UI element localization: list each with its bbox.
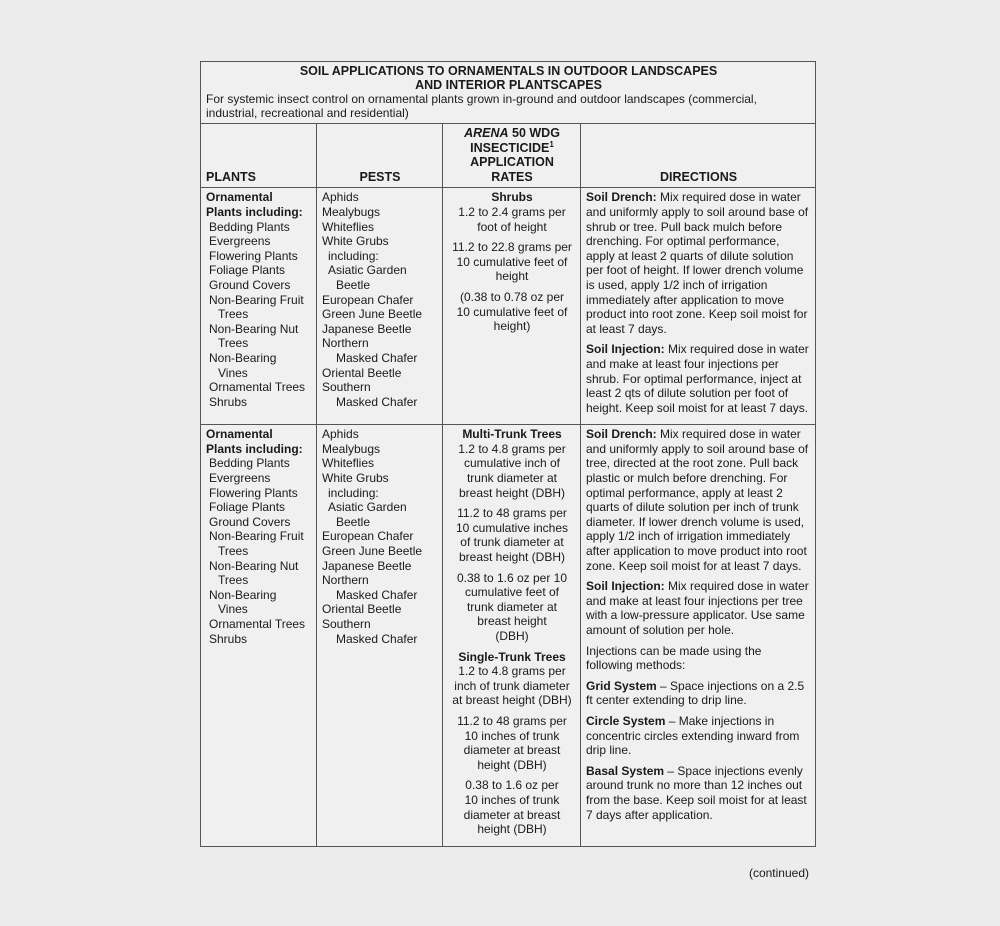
plant-item: Plants including: — [206, 204, 303, 219]
plant-item: Trees — [218, 307, 249, 322]
application-table — [200, 61, 816, 847]
plant-item: Shrubs — [209, 631, 248, 646]
rate-line: at breast height (DBH) — [452, 693, 572, 708]
table-row — [201, 425, 816, 846]
header-rates-line2 — [448, 141, 576, 156]
plant-item: Evergreens — [209, 234, 271, 249]
rate-block — [448, 664, 576, 708]
direction-paragraph — [586, 342, 811, 415]
rate-line: 10 inches of trunk — [464, 792, 560, 807]
pest-item: European Chafer — [322, 529, 414, 544]
rates-cell — [443, 425, 581, 846]
rate-line: breast height (DBH) — [458, 485, 566, 500]
plant-item: Trees — [218, 573, 249, 588]
direction-text: Mix required dose in water and uniformly apply to soil around base of shrub or tree. Pull back mulch before drenching. For optimal performance, apply at least 2 quarts of dilute solution per foot of height. If lower drench volume is used, apply 1/2 inch of irrigation immediately after application to move product into root zone. Keep soil moist for at least 7 days. — [586, 190, 809, 336]
header-row — [201, 124, 816, 188]
direction-text: – Space injections evenly around trunk no more than 12 inches out from the base. Keep soil moist for at least 7 days after application. — [586, 763, 807, 822]
directions-cell — [581, 188, 816, 425]
plant-item: Ornamental — [206, 427, 273, 442]
rate-line: 10 cumulative feet of — [456, 304, 568, 319]
pest-item: Mealybugs — [322, 441, 381, 456]
plants-cell — [201, 188, 317, 425]
plant-item: Non-Bearing — [209, 350, 277, 365]
direction-text: – Make injections in concentric circles extending inward from drip line. — [586, 713, 800, 758]
rate-line: trunk diameter at — [466, 599, 558, 614]
rate-line: height) — [493, 319, 531, 334]
plant-item: Vines — [218, 365, 248, 380]
rate-line: diameter at breast — [463, 743, 561, 758]
pest-item: Southern — [322, 617, 371, 631]
direction-text: Mix required dose in water and uniformly apply to soil around base of tree, directed at the root zone. Pull back plastic or mulch before drenching. For optimal performance, apply at least 2 quarts of dilute solution per inch of trunk diameter. If lower drench volume is used, apply 1/2 inch of irrigation immediately after application to move product into root zone. Keep soil moist for at least 7 days. — [586, 427, 809, 573]
rate-line: 1.2 to 4.8 grams per — [458, 441, 566, 456]
rate-line: trunk diameter at — [466, 471, 558, 486]
direction-paragraph — [586, 579, 811, 637]
title-line-2: AND INTERIOR PLANTSCAPES — [415, 78, 602, 92]
pest-item: Whiteflies — [322, 456, 375, 471]
rate-heading: Shrubs — [491, 190, 533, 205]
rate-line: height — [495, 269, 529, 284]
direction-lead: Soil Drench: — [586, 190, 657, 205]
pest-item: Aphids — [322, 190, 359, 205]
pest-item: Asiatic Garden — [328, 500, 407, 515]
plant-item: Trees — [218, 336, 249, 351]
rate-line: cumulative inch of — [463, 456, 561, 471]
plant-item: Non-Bearing — [209, 587, 277, 602]
plant-item: Vines — [218, 602, 248, 617]
plant-item: Non-Bearing Nut — [209, 321, 299, 336]
direction-paragraph — [586, 190, 811, 336]
rate-block — [448, 442, 576, 500]
rate-line: 1.2 to 2.4 grams per — [458, 204, 566, 219]
pest-item: Oriental Beetle — [322, 602, 402, 617]
plant-item: Bedding Plants — [209, 456, 290, 471]
plant-item: Non-Bearing Nut — [209, 558, 299, 573]
pest-item: Masked Chafer — [336, 587, 418, 602]
pest-item: Asiatic Garden — [328, 263, 407, 278]
header-rates-insecticide: INSECTICIDE — [470, 140, 550, 155]
pest-item: including: — [328, 248, 379, 263]
header-plants: PLANTS — [201, 124, 317, 188]
pest-item: Green June Beetle — [322, 307, 423, 322]
pest-item: Beetle — [336, 514, 371, 529]
direction-paragraph — [586, 714, 811, 758]
direction-lead: Soil Injection: — [586, 342, 665, 357]
plant-item: Foliage Plants — [209, 500, 286, 515]
pest-item: White Grubs — [322, 471, 389, 486]
rate-line: (DBH) — [495, 629, 529, 643]
plant-item: Non-Bearing Fruit — [209, 292, 304, 307]
direction-text: – Space injections on a 2.5 ft center extending to drip line. — [586, 678, 805, 708]
direction-lead: Soil Drench: — [586, 427, 657, 442]
plant-item: Ornamental Trees — [209, 617, 306, 631]
title-row — [201, 62, 816, 124]
rate-block — [448, 506, 576, 564]
footnote-marker: 1 — [549, 139, 554, 149]
pest-item: Japanese Beetle — [322, 558, 412, 573]
direction-text: Mix required dose in water and make at least four injections per shrub. For optimal performance, inject at least 2 qts of dilute solution per foot of height. Keep soil moist for at least 7 days. — [586, 342, 809, 415]
rate-line: breast height (DBH) — [458, 550, 566, 565]
rate-line: 10 cumulative feet of — [456, 254, 568, 269]
pest-item: Masked Chafer — [336, 394, 418, 409]
plant-item: Foliage Plants — [209, 263, 286, 278]
pest-item: European Chafer — [322, 292, 414, 307]
header-rates — [443, 124, 581, 188]
plant-item: Ground Covers — [209, 277, 291, 292]
pest-item: Whiteflies — [322, 219, 375, 234]
plant-item: Trees — [218, 544, 249, 559]
plant-item: Flowering Plants — [209, 248, 298, 263]
rate-block — [448, 240, 576, 284]
rate-line: 0.38 to 1.6 oz per — [465, 778, 559, 793]
header-rates-line1 — [448, 126, 576, 141]
rate-line: breast height — [477, 614, 547, 629]
rate-block — [448, 290, 576, 334]
rate-line: 0.38 to 1.6 oz per 10 — [456, 570, 568, 585]
rate-line: diameter at breast — [463, 807, 561, 822]
direction-paragraph — [586, 764, 811, 822]
plant-item: Bedding Plants — [209, 219, 290, 234]
directions-cell — [581, 425, 816, 846]
rate-block — [448, 571, 576, 644]
pest-item: White Grubs — [322, 234, 389, 249]
plant-item: Flowering Plants — [209, 485, 298, 500]
pest-item: including: — [328, 485, 379, 500]
pest-item: Mealybugs — [322, 204, 381, 219]
header-directions: DIRECTIONS — [581, 124, 816, 188]
header-rates-line3: APPLICATION RATES — [470, 155, 554, 184]
rate-block — [448, 205, 576, 234]
title-intro: For systemic insect control on ornamental plants grown in-ground and outdoor landscapes (commercial, industrial, recreational and residential) — [206, 92, 757, 120]
plant-item: Ornamental Trees — [209, 380, 306, 395]
pest-item: Masked Chafer — [336, 631, 418, 646]
pest-item: Japanese Beetle — [322, 321, 412, 336]
direction-text: Injections can be made using the following methods: — [586, 643, 762, 673]
pest-item: Beetle — [336, 277, 371, 292]
direction-paragraph — [586, 679, 811, 708]
rate-line: 10 cumulative inches — [455, 520, 569, 535]
direction-lead: Circle System — [586, 713, 666, 728]
label-document — [200, 61, 815, 880]
rate-line: 1.2 to 4.8 grams per — [458, 664, 566, 679]
rate-line: (0.38 to 0.78 oz per — [459, 289, 565, 304]
rate-line: height (DBH) — [477, 757, 547, 772]
direction-lead: Basal System — [586, 763, 665, 778]
direction-paragraph — [586, 427, 811, 573]
plant-item: Evergreens — [209, 471, 271, 486]
rate-line: foot of height — [477, 219, 547, 234]
rate-line: of trunk diameter at — [460, 535, 564, 550]
direction-text: Mix required dose in water and make at least four injections per tree with a low-pressure applicator. Use same amount of solution per hole. — [586, 579, 809, 637]
product-suffix: 50 WDG — [508, 126, 560, 140]
rate-line: inch of trunk diameter — [454, 678, 570, 693]
direction-paragraph — [586, 644, 811, 673]
pest-item: Green June Beetle — [322, 544, 423, 559]
pest-item: Oriental Beetle — [322, 365, 402, 380]
rates-cell — [443, 188, 581, 425]
rate-heading: Multi-Trunk Trees — [462, 427, 562, 442]
plant-item: Ornamental — [206, 190, 273, 205]
title-line-1: SOIL APPLICATIONS TO ORNAMENTALS IN OUTDOOR LANDSCAPES — [299, 64, 718, 78]
pests-cell — [317, 425, 443, 846]
rate-heading: Single-Trunk Trees — [458, 649, 566, 664]
direction-lead: Soil Injection: — [586, 579, 665, 594]
plant-item: Non-Bearing Fruit — [209, 529, 304, 544]
rate-line: cumulative feet of — [464, 585, 560, 600]
rate-block — [448, 778, 576, 836]
plants-cell — [201, 425, 317, 846]
plant-item: Plants including: — [206, 441, 303, 456]
header-pests: PESTS — [317, 124, 443, 188]
rate-line: 10 inches of trunk — [464, 728, 560, 743]
product-name: ARENA — [464, 126, 509, 140]
plant-item: Ground Covers — [209, 514, 291, 529]
rate-line: 11.2 to 22.8 grams per — [452, 240, 572, 255]
pests-cell — [317, 188, 443, 425]
pest-item: Aphids — [322, 427, 359, 442]
table-title — [201, 62, 816, 124]
rate-line: height (DBH) — [477, 822, 547, 837]
pest-item: Northern — [322, 573, 369, 588]
pest-item: Masked Chafer — [336, 350, 418, 365]
plant-item: Shrubs — [209, 394, 248, 409]
pest-item: Northern — [322, 336, 369, 351]
table-row — [201, 188, 816, 425]
rate-block — [448, 714, 576, 772]
rate-line: 11.2 to 48 grams per — [457, 713, 567, 728]
direction-lead: Grid System — [586, 678, 657, 693]
pest-item: Southern — [322, 380, 371, 395]
rate-line: 11.2 to 48 grams per — [457, 506, 567, 521]
continued-note: (continued) — [748, 866, 809, 880]
